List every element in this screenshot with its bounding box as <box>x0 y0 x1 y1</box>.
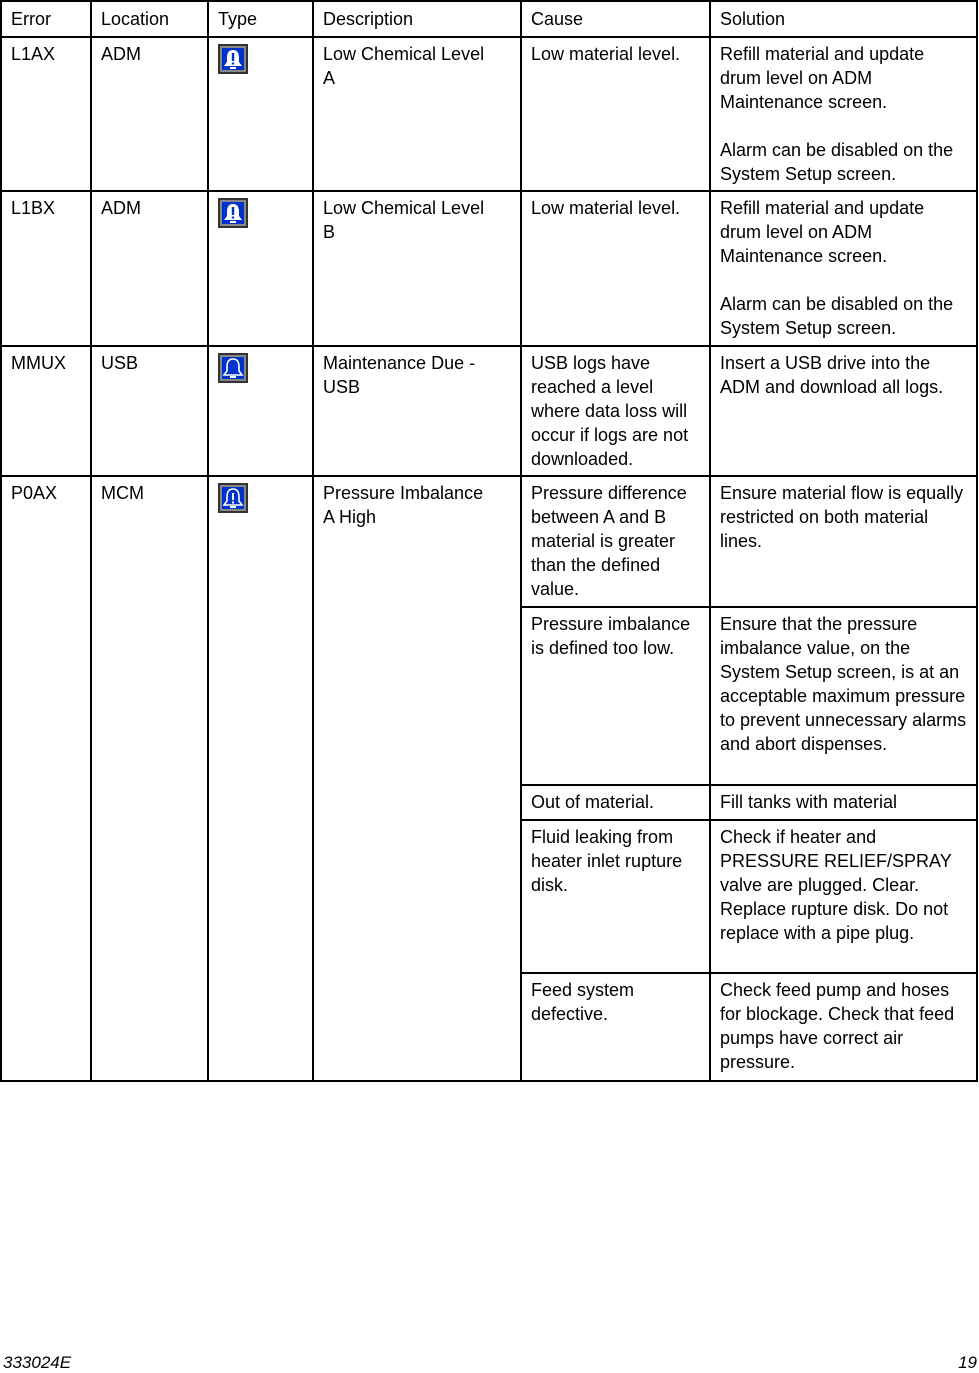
description: Low Chemical Level A <box>313 37 521 191</box>
type-cell <box>208 476 313 1081</box>
location: ADM <box>91 37 208 191</box>
cause: Out of material. <box>521 785 710 820</box>
header-type: Type <box>208 1 313 37</box>
location: USB <box>91 346 208 476</box>
cause: Low material level. <box>521 37 710 191</box>
table-row <box>1 476 977 607</box>
location: MCM <box>91 476 208 1081</box>
cause: USB logs have reached a level where data loss will occur if logs are not downloaded. <box>521 346 710 476</box>
advisory-icon <box>218 353 248 383</box>
cause: Pressure imbalance is defined too low. <box>521 607 710 785</box>
error-code: L1AX <box>1 37 91 191</box>
description: Pressure Imbalance A High <box>313 476 521 1081</box>
solution: Refill material and update drum level on ADM Maintenance screen. Alarm can be disabled on the System Setup screen. <box>710 37 977 191</box>
solution: Insert a USB drive into the ADM and download all logs. <box>710 346 977 476</box>
solution: Fill tanks with material <box>710 785 977 820</box>
header-description: Description <box>313 1 521 37</box>
solution: Check if heater and PRESSURE RELIEF/SPRAY valve are plugged. Clear. Replace rupture disk. Do not replace with a pipe plug. <box>710 820 977 973</box>
header-solution: Solution <box>710 1 977 37</box>
solution: Ensure material flow is equally restricted on both material lines. <box>710 476 977 607</box>
cause: Fluid leaking from heater inlet rupture disk. <box>521 820 710 973</box>
solution: Check feed pump and hoses for blockage. Check that feed pumps have correct air pressure. <box>710 973 977 1081</box>
cause: Feed system defective. <box>521 973 710 1081</box>
cause: Low material level. <box>521 191 710 346</box>
cause: Pressure difference between A and B material is greater than the defined value. <box>521 476 710 607</box>
doc-number: 333024E <box>3 1353 72 1372</box>
solution: Refill material and update drum level on ADM Maintenance screen. Alarm can be disabled on the System Setup screen. <box>710 191 977 346</box>
description: Low Chemical Level B <box>313 191 521 346</box>
type-cell <box>208 37 313 191</box>
table-row <box>1 346 977 476</box>
error-code: L1BX <box>1 191 91 346</box>
table-row <box>1 191 977 346</box>
page-number: 19 <box>958 1353 977 1372</box>
type-cell <box>208 191 313 346</box>
header-row <box>1 1 977 37</box>
error-code: MMUX <box>1 346 91 476</box>
alarm-icon <box>218 44 248 74</box>
type-cell <box>208 346 313 476</box>
deviation-icon <box>218 483 248 513</box>
header-error: Error <box>1 1 91 37</box>
alarm-icon <box>218 198 248 228</box>
table-row <box>1 37 977 191</box>
header-cause: Cause <box>521 1 710 37</box>
description: Maintenance Due - USB <box>313 346 521 476</box>
header-location: Location <box>91 1 208 37</box>
error-code: P0AX <box>1 476 91 1081</box>
solution: Ensure that the pressure imbalance value, on the System Setup screen, is at an acceptable maximum pressure to prevent unnecessary alarms and abort dispenses. <box>710 607 977 785</box>
location: ADM <box>91 191 208 346</box>
